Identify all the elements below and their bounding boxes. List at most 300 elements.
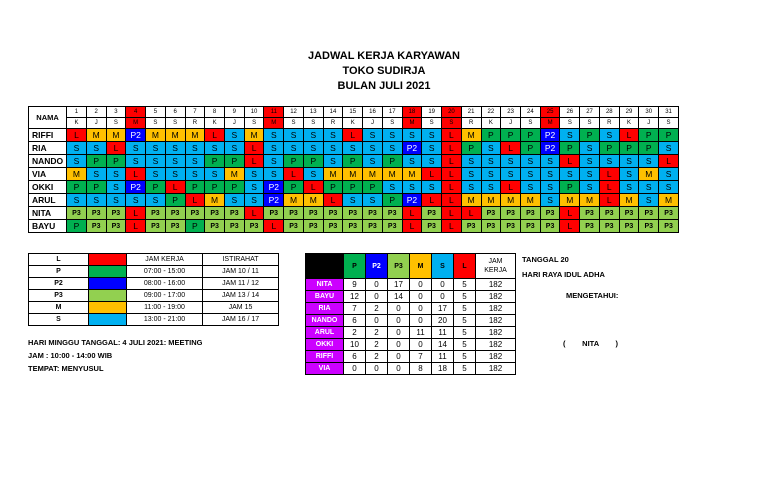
weekday-letter: M — [126, 118, 146, 129]
shift-color-swatch — [89, 314, 127, 326]
summary-row — [306, 327, 516, 339]
shift-cell: P — [323, 181, 343, 194]
shift-count: 11 — [432, 351, 454, 363]
shift-cell: P — [224, 181, 244, 194]
shift-cell: S — [619, 181, 639, 194]
shift-cell: P — [560, 142, 580, 155]
shift-legend-table — [28, 253, 279, 326]
break-time: JAM 13 / 14 — [203, 290, 279, 302]
working-hours-header: JAM KERJA — [127, 254, 203, 266]
weekday-letter: M — [402, 118, 422, 129]
day-number: 9 — [224, 107, 244, 118]
summary-code-header: M — [410, 254, 432, 279]
shift-cell: M — [205, 194, 225, 207]
shift-cell: P3 — [619, 207, 639, 220]
shift-cell: S — [520, 168, 540, 181]
shift-cell: S — [363, 155, 383, 168]
shift-cell: L — [67, 129, 87, 142]
shift-cell: P — [343, 181, 363, 194]
shift-count: 0 — [410, 291, 432, 303]
shift-count: 6 — [344, 315, 366, 327]
shift-cell: P — [619, 142, 639, 155]
total-hours: 182 — [476, 291, 516, 303]
meeting-place-note: TEMPAT: MENYUSUL — [28, 364, 104, 373]
weekday-letter: S — [165, 118, 185, 129]
day-number: 26 — [560, 107, 580, 118]
day-number: 5 — [146, 107, 166, 118]
shift-cell: P — [343, 155, 363, 168]
shift-cell: S — [659, 142, 679, 155]
shift-cell: L — [402, 207, 422, 220]
day-number: 8 — [205, 107, 225, 118]
employee-row — [29, 181, 679, 194]
weekday-letter: S — [303, 118, 323, 129]
shift-cell: M — [323, 168, 343, 181]
shift-cell: P3 — [363, 220, 383, 233]
shift-cell: S — [422, 129, 442, 142]
shift-cell: S — [422, 155, 442, 168]
shift-count: 0 — [432, 291, 454, 303]
shift-count: 5 — [454, 315, 476, 327]
shift-cell: L — [185, 194, 205, 207]
shift-cell: M — [67, 168, 87, 181]
shift-cell: L — [106, 142, 126, 155]
total-hours: 182 — [476, 351, 516, 363]
shift-cell: P3 — [205, 220, 225, 233]
shift-cell: S — [659, 168, 679, 181]
shift-cell: S — [67, 142, 87, 155]
shift-code: L — [29, 254, 89, 266]
shift-cell: S — [205, 168, 225, 181]
shift-cell: S — [540, 168, 560, 181]
shift-cell: L — [343, 129, 363, 142]
shift-count: 18 — [432, 363, 454, 375]
shift-cell: M — [86, 129, 106, 142]
shift-cell: L — [599, 194, 619, 207]
shift-count: 17 — [432, 303, 454, 315]
shift-cell: S — [382, 129, 402, 142]
shift-count: 5 — [454, 291, 476, 303]
weekday-letter: K — [67, 118, 87, 129]
day-number: 28 — [599, 107, 619, 118]
summary-row — [306, 339, 516, 351]
shift-code: P — [29, 266, 89, 278]
period-label: BULAN JULI 2021 — [337, 80, 431, 92]
shift-count: 0 — [366, 291, 388, 303]
day-number: 18 — [402, 107, 422, 118]
employee-row — [29, 207, 679, 220]
day-number: 31 — [659, 107, 679, 118]
shift-cell: S — [303, 129, 323, 142]
shift-cell: S — [619, 168, 639, 181]
weekday-letter: S — [244, 118, 264, 129]
weekday-letter: J — [86, 118, 106, 129]
summary-row — [306, 291, 516, 303]
shift-cell: S — [481, 142, 501, 155]
shift-count: 0 — [388, 351, 410, 363]
shift-cell: P — [520, 142, 540, 155]
shift-cell: S — [264, 155, 284, 168]
shift-cell: L — [402, 220, 422, 233]
break-time: JAM 16 / 17 — [203, 314, 279, 326]
employee-name: BAYU — [29, 220, 67, 233]
signature-name: ( NITA ) — [563, 339, 618, 348]
total-hours-header — [476, 254, 516, 279]
shift-color-swatch — [89, 254, 127, 266]
meeting-time-note: JAM : 10:00 - 14:00 WIB — [28, 351, 113, 360]
shift-cell: L — [599, 181, 619, 194]
shift-cell: S — [146, 194, 166, 207]
shift-cell: L — [244, 155, 264, 168]
shift-cell: S — [501, 155, 521, 168]
shift-count: 9 — [344, 279, 366, 291]
shift-cell: P3 — [165, 207, 185, 220]
day-number: 4 — [126, 107, 146, 118]
shift-cell: L — [599, 168, 619, 181]
summary-code-header: L — [454, 254, 476, 279]
shift-cell: M — [402, 168, 422, 181]
shift-cell: M — [461, 194, 481, 207]
summary-code-header: P3 — [388, 254, 410, 279]
day-number: 21 — [461, 107, 481, 118]
shift-cell: S — [185, 168, 205, 181]
shift-cell: S — [363, 142, 383, 155]
shift-cell: S — [126, 155, 146, 168]
shift-cell: M — [284, 194, 304, 207]
shift-cell: L — [303, 181, 323, 194]
shift-cell: M — [461, 129, 481, 142]
summary-employee-name: ARUL — [306, 327, 344, 339]
shift-count: 5 — [454, 351, 476, 363]
shift-cell: L — [442, 181, 462, 194]
shift-cell: S — [205, 142, 225, 155]
shift-cell: S — [382, 181, 402, 194]
shift-cell: L — [442, 220, 462, 233]
day-number: 20 — [442, 107, 462, 118]
approval-label: MENGETAHUI: — [566, 291, 619, 300]
shift-cell: P — [659, 129, 679, 142]
weekday-row — [29, 118, 679, 129]
shift-cell: P3 — [146, 220, 166, 233]
day-number-row — [29, 107, 679, 118]
shift-cell: P — [185, 220, 205, 233]
shift-cell: S — [106, 168, 126, 181]
shift-cell: P3 — [619, 220, 639, 233]
shift-cell: P — [185, 181, 205, 194]
shift-cell: P — [67, 220, 87, 233]
shift-cell: S — [619, 155, 639, 168]
shift-cell: P3 — [540, 207, 560, 220]
employee-name: NANDO — [29, 155, 67, 168]
legend-row — [29, 278, 279, 290]
summary-corner — [306, 254, 344, 279]
shift-cell: S — [323, 142, 343, 155]
shift-summary-table — [305, 253, 516, 375]
shift-cell: S — [67, 194, 87, 207]
shift-cell: S — [540, 194, 560, 207]
weekday-letter: K — [205, 118, 225, 129]
shift-cell: M — [363, 168, 383, 181]
total-hours: 182 — [476, 363, 516, 375]
day-number: 22 — [481, 107, 501, 118]
shift-count: 2 — [366, 303, 388, 315]
shift-cell: P2 — [402, 142, 422, 155]
shift-count: 0 — [388, 315, 410, 327]
shift-color-swatch — [89, 266, 127, 278]
shift-cell: S — [146, 155, 166, 168]
day-number: 14 — [323, 107, 343, 118]
shift-cell: P — [501, 129, 521, 142]
total-hours: 182 — [476, 327, 516, 339]
employee-row — [29, 194, 679, 207]
shift-cell: S — [639, 194, 659, 207]
shift-cell: S — [146, 168, 166, 181]
shift-cell: P3 — [422, 207, 442, 220]
shift-code: P2 — [29, 278, 89, 290]
shift-cell: S — [422, 142, 442, 155]
shift-cell: S — [402, 181, 422, 194]
shift-cell: P — [580, 129, 600, 142]
working-hours: 07:00 - 15:00 — [127, 266, 203, 278]
shift-count: 7 — [344, 303, 366, 315]
weekday-letter: K — [481, 118, 501, 129]
shift-cell: L — [560, 220, 580, 233]
shift-count: 5 — [454, 363, 476, 375]
shift-cell: M — [185, 129, 205, 142]
shift-cell: L — [126, 220, 146, 233]
legend-row — [29, 302, 279, 314]
shift-cell: P3 — [639, 207, 659, 220]
shift-count: 14 — [432, 339, 454, 351]
shift-cell: S — [185, 155, 205, 168]
shift-color-swatch — [89, 302, 127, 314]
shift-count: 0 — [388, 363, 410, 375]
shift-cell: M — [106, 129, 126, 142]
shift-cell: S — [659, 181, 679, 194]
shift-cell: S — [244, 181, 264, 194]
day-number: 1 — [67, 107, 87, 118]
shift-cell: S — [560, 129, 580, 142]
break-time: JAM 11 / 12 — [203, 278, 279, 290]
meeting-note: HARI MINGGU TANGGAL: 4 JULI 2021: MEETING — [28, 338, 203, 347]
shift-cell: P3 — [481, 207, 501, 220]
summary-row — [306, 315, 516, 327]
shift-cell: P3 — [284, 207, 304, 220]
shift-cell: L — [501, 142, 521, 155]
employee-name: VIA — [29, 168, 67, 181]
shift-cell: S — [599, 155, 619, 168]
shift-cell: S — [185, 142, 205, 155]
shift-cell: P3 — [501, 220, 521, 233]
shift-cell: L — [126, 168, 146, 181]
shift-cell: P3 — [86, 220, 106, 233]
shift-count: 5 — [454, 279, 476, 291]
total-hours: 182 — [476, 303, 516, 315]
break-header: ISTIRAHAT — [203, 254, 279, 266]
shift-cell: S — [580, 155, 600, 168]
shift-cell: M — [146, 129, 166, 142]
shift-cell: M — [520, 194, 540, 207]
shift-cell: S — [284, 129, 304, 142]
shift-cell: P3 — [224, 207, 244, 220]
shift-cell: P — [86, 155, 106, 168]
shift-cell: P3 — [86, 207, 106, 220]
employee-name: OKKI — [29, 181, 67, 194]
day-number: 27 — [580, 107, 600, 118]
shift-cell: S — [639, 155, 659, 168]
shift-cell: S — [363, 129, 383, 142]
weekday-letter: S — [106, 118, 126, 129]
shift-cell: P2 — [126, 129, 146, 142]
shift-cell: S — [580, 181, 600, 194]
shift-count: 10 — [344, 339, 366, 351]
shift-cell: L — [244, 142, 264, 155]
shift-cell: S — [540, 155, 560, 168]
shift-cell: S — [264, 129, 284, 142]
employee-name: NITA — [29, 207, 67, 220]
shift-cell: P3 — [599, 220, 619, 233]
shift-cell: P — [481, 129, 501, 142]
day-number: 6 — [165, 107, 185, 118]
summary-row — [306, 303, 516, 315]
shift-cell: P3 — [284, 220, 304, 233]
shift-cell: P2 — [540, 142, 560, 155]
shift-cell: L — [442, 129, 462, 142]
summary-employee-name: NANDO — [306, 315, 344, 327]
shift-cell: P3 — [382, 220, 402, 233]
shift-cell: P3 — [540, 220, 560, 233]
shift-cell: L — [461, 207, 481, 220]
shift-count: 0 — [366, 279, 388, 291]
shift-cell: S — [323, 129, 343, 142]
shift-cell: P3 — [264, 207, 284, 220]
shift-cell: P3 — [422, 220, 442, 233]
shift-cell: S — [284, 142, 304, 155]
summary-employee-name: VIA — [306, 363, 344, 375]
shift-cell: S — [461, 155, 481, 168]
shift-count: 0 — [432, 279, 454, 291]
document-title: JADWAL KERJA KARYAWAN — [308, 50, 460, 62]
total-hours: 182 — [476, 279, 516, 291]
shift-count: 5 — [454, 327, 476, 339]
summary-code-header: P — [344, 254, 366, 279]
shift-cell: S — [224, 194, 244, 207]
shift-count: 20 — [432, 315, 454, 327]
weekday-letter: K — [343, 118, 363, 129]
shift-cell: P3 — [303, 207, 323, 220]
working-hours: 13:00 - 21:00 — [127, 314, 203, 326]
shift-cell: L — [560, 207, 580, 220]
shift-cell: S — [481, 155, 501, 168]
shift-count: 6 — [344, 351, 366, 363]
weekday-letter: S — [442, 118, 462, 129]
shift-cell: S — [599, 129, 619, 142]
shift-cell: P — [146, 181, 166, 194]
shift-cell: S — [106, 194, 126, 207]
shift-cell: M — [560, 194, 580, 207]
shift-cell: S — [461, 168, 481, 181]
summary-row — [306, 279, 516, 291]
shift-cell: M — [580, 194, 600, 207]
shift-count: 2 — [344, 327, 366, 339]
shift-count: 0 — [366, 363, 388, 375]
shift-cell: M — [244, 129, 264, 142]
shift-cell: P — [224, 155, 244, 168]
weekday-letter: K — [619, 118, 639, 129]
shift-cell: L — [284, 168, 304, 181]
employee-row — [29, 142, 679, 155]
shift-cell: P3 — [205, 207, 225, 220]
shift-count: 2 — [366, 327, 388, 339]
shift-cell: M — [481, 194, 501, 207]
employee-name: RIFFI — [29, 129, 67, 142]
shift-count: 5 — [454, 339, 476, 351]
day-number: 17 — [382, 107, 402, 118]
total-hours-header-line: JAM — [488, 257, 503, 265]
shift-cell: M — [165, 129, 185, 142]
shift-cell: L — [442, 207, 462, 220]
summary-employee-name: BAYU — [306, 291, 344, 303]
shift-cell: P3 — [224, 220, 244, 233]
shift-code: S — [29, 314, 89, 326]
shift-cell: P3 — [659, 207, 679, 220]
weekday-letter: S — [146, 118, 166, 129]
employee-row — [29, 220, 679, 233]
shift-cell: P3 — [481, 220, 501, 233]
shift-cell: S — [382, 142, 402, 155]
day-number: 15 — [343, 107, 363, 118]
shift-cell: S — [224, 129, 244, 142]
weekday-letter: S — [520, 118, 540, 129]
shift-cell: S — [264, 168, 284, 181]
shift-cell: M — [224, 168, 244, 181]
shift-cell: S — [461, 181, 481, 194]
shift-cell: L — [659, 155, 679, 168]
weekday-letter: R — [185, 118, 205, 129]
shift-cell: S — [402, 129, 422, 142]
weekday-letter: S — [580, 118, 600, 129]
shift-cell: S — [580, 168, 600, 181]
shift-cell: P2 — [540, 129, 560, 142]
summary-employee-name: OKKI — [306, 339, 344, 351]
weekday-letter: J — [224, 118, 244, 129]
day-number: 23 — [501, 107, 521, 118]
employee-name: ARUL — [29, 194, 67, 207]
shift-cell: S — [323, 155, 343, 168]
shift-cell: M — [501, 194, 521, 207]
break-time: JAM 15 — [203, 302, 279, 314]
shift-cell: S — [165, 168, 185, 181]
working-hours: 11:00 - 19:00 — [127, 302, 203, 314]
shift-code: M — [29, 302, 89, 314]
shift-cell: P3 — [461, 220, 481, 233]
holiday-name-note: HARI RAYA IDUL ADHA — [522, 270, 605, 279]
weekday-letter: S — [659, 118, 679, 129]
shift-count: 0 — [410, 303, 432, 315]
shift-cell: P — [106, 155, 126, 168]
shift-cell: S — [86, 168, 106, 181]
shift-count: 2 — [366, 351, 388, 363]
shift-cell: L — [323, 194, 343, 207]
shift-cell: P2 — [126, 181, 146, 194]
shift-cell: S — [520, 155, 540, 168]
shift-count: 5 — [454, 303, 476, 315]
shift-cell: P2 — [264, 194, 284, 207]
total-hours: 182 — [476, 339, 516, 351]
day-number: 19 — [422, 107, 442, 118]
shift-code: P3 — [29, 290, 89, 302]
shift-count: 7 — [410, 351, 432, 363]
